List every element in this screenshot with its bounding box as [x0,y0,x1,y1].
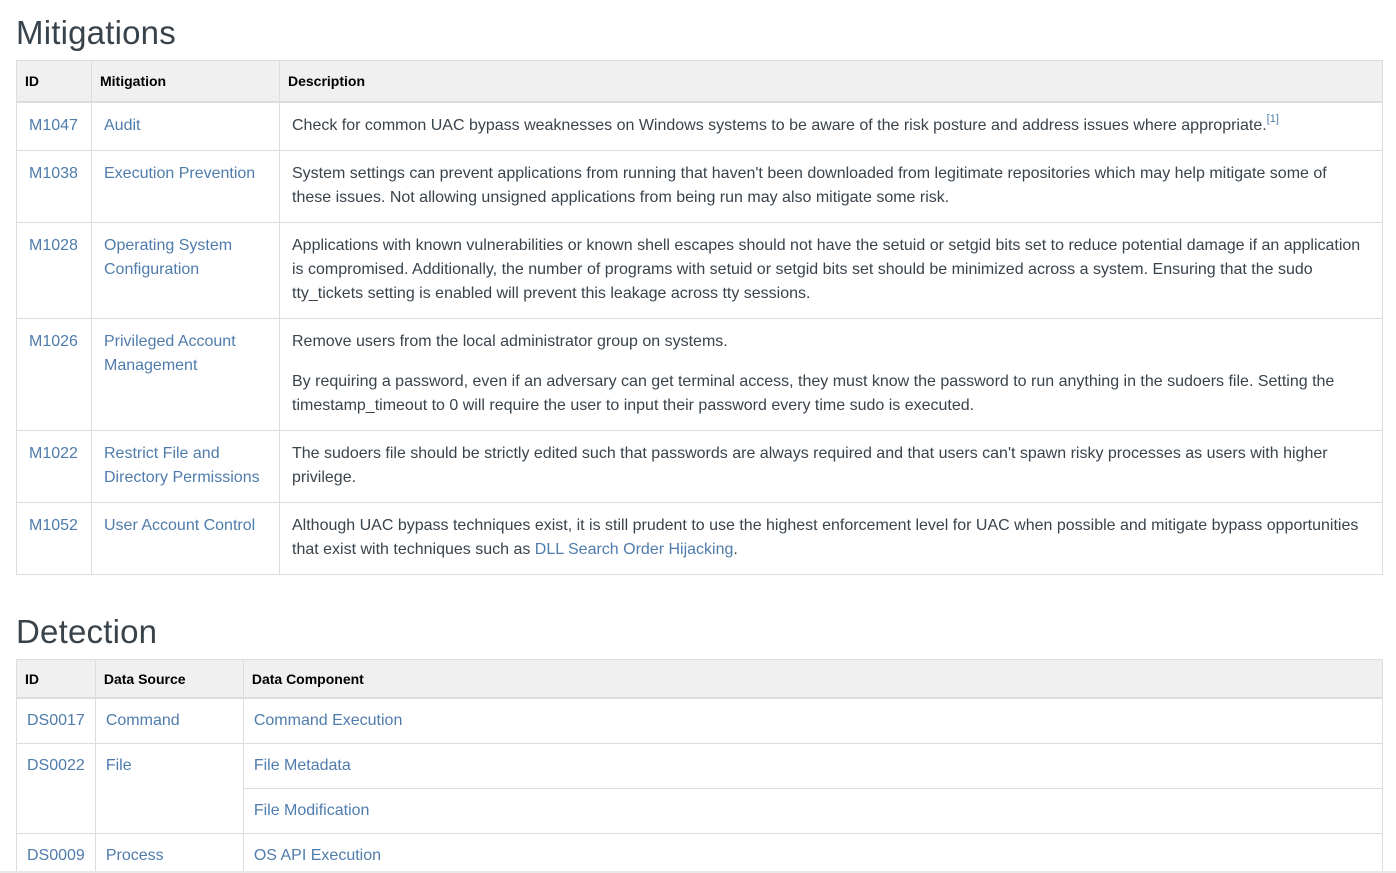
mitigation-description: Although UAC bypass techniques exist, it is still prudent to use the highest enforcement level for UAC when possible and mitigate bypass opportunities that exist with techniques such as [292,517,1359,558]
mitigations-table [16,60,1383,575]
mitigation-name-link[interactable]: Execution Prevention [104,165,256,182]
mitigation-id-link[interactable]: M1052 [29,517,78,534]
technique-link[interactable]: DLL Search Order Hijacking [534,541,734,558]
data-source-id-link[interactable]: DS0009 [27,847,85,864]
data-source-id-link[interactable]: DS0022 [27,757,85,774]
mitigation-description: The sudoers file should be strictly edited such that passwords are always required and that users can't spawn risky processes as users with higher privilege. [292,445,1328,486]
mitigation-id-link[interactable]: M1022 [29,445,78,462]
table-row [17,151,1383,223]
mitigation-description-paragraph: By requiring a password, even if an adversary can get terminal access, they must know the password to run anything in the sudoers file. Setting the timestamp_timeout to 0 will require the user to input their password every time sudo is executed. [292,373,1335,414]
data-component-link[interactable]: Command Execution [253,712,403,729]
detection-table [16,659,1383,873]
column-header-id: ID [17,660,96,699]
data-component-link[interactable]: OS API Execution [253,847,382,864]
citation-link[interactable]: [1] [1266,113,1279,125]
column-header-description: Description [280,61,1383,103]
mitigation-description-paragraph: Remove users from the local administrator group on systems. [292,333,728,350]
mitigation-description: System settings can prevent applications from running that haven't been downloaded from legitimate repositories which may help mitigate some of these issues. Not allowing unsigned applications from being run may also mitigate some risk. [292,165,1327,206]
data-component-link[interactable]: File Metadata [253,757,351,774]
mitigation-name-link[interactable]: Restrict File and Directory Permissions [104,445,260,486]
column-header-data-component: Data Component [243,660,1382,699]
table-row [17,102,1383,151]
mitigation-description: Applications with known vulnerabilities or known shell escapes should not have the setuid or setgid bits set to reduce potential damage if an application is compromised. Additionally, the number of programs with setuid or setgid bits set should be minimized across a system. Ensuring that the sudo tty_tickets setting is enabled will prevent this leakage across tty sessions. [292,237,1361,302]
table-row [17,319,1383,431]
column-header-mitigation: Mitigation [92,61,280,103]
mitigation-name-link[interactable]: Audit [104,117,141,134]
data-source-link[interactable]: Command [105,712,180,729]
mitigation-id-link[interactable]: M1026 [29,333,78,350]
data-source-link[interactable]: File [105,757,132,774]
mitigation-name-link[interactable]: User Account Control [104,517,256,534]
description-end: . [733,541,738,558]
detection-heading: Detection [16,613,158,650]
column-header-id: ID [17,61,92,103]
mitigation-id-link[interactable]: M1047 [29,117,78,134]
mitigation-id-link[interactable]: M1038 [29,165,78,182]
detection-header-row [17,660,1383,699]
table-row [17,834,1383,873]
data-source-id-link[interactable]: DS0017 [27,712,85,729]
mitigation-id-link[interactable]: M1028 [29,237,78,254]
mitigation-description: Check for common UAC bypass weaknesses on Windows systems to be aware of the risk posture and address issues where appropriate. [292,117,1267,134]
mitigations-header-row [17,61,1383,103]
mitigation-name-link[interactable]: Privileged Account Management [104,333,236,374]
table-row [17,698,1383,744]
mitigations-heading: Mitigations [16,14,176,51]
table-row [17,503,1383,575]
table-row [17,744,1383,789]
column-header-data-source: Data Source [95,660,243,699]
data-component-link[interactable]: File Modification [253,802,370,819]
mitigation-name-link[interactable]: Operating System Configuration [104,237,233,278]
data-source-link[interactable]: Process [105,847,164,864]
table-row [17,431,1383,503]
table-row [17,223,1383,319]
